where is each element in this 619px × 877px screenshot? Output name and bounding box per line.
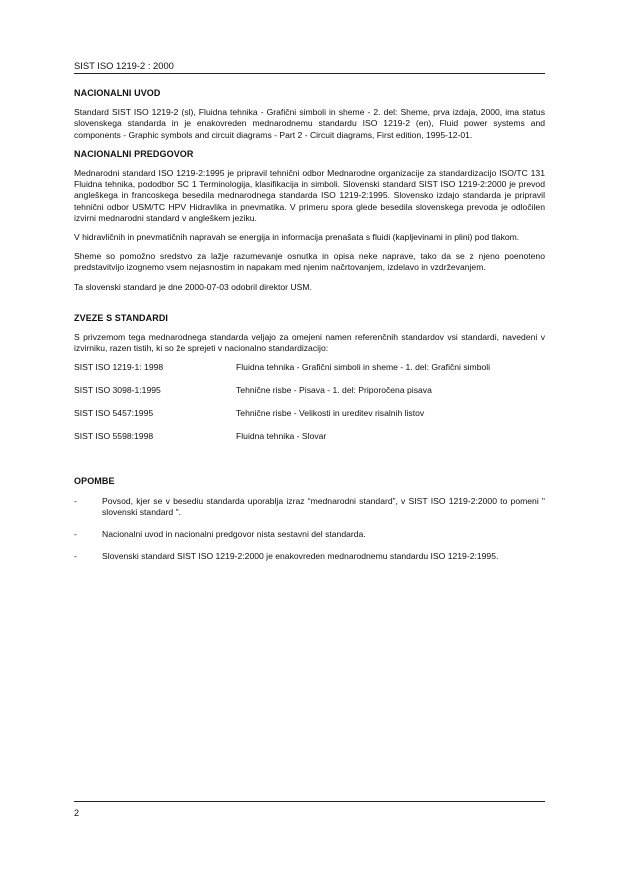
- paragraph: Ta slovenski standard je dne 2000-07-03 odobril direktor USM.: [74, 281, 312, 292]
- standard-code: SIST ISO 5457:1995: [74, 408, 154, 419]
- section-opombe: [74, 476, 545, 562]
- paragraph: Sheme so pomožno sredstvo za lažje razumevanje osnutka in opisa neke naprave, tako da se z njeno poenoteno predstavitvijo izognemo vsem nejasnostim in napakam med njenim načrtovanjem, izdelavo in vzdrževanjem.: [74, 251, 545, 273]
- note-text: Nacionalni uvod in nacionalni predgovor nista sestavni del standarda.: [102, 529, 366, 540]
- standard-row: [74, 408, 545, 431]
- notes-list: [74, 496, 545, 563]
- standard-title: Tehnične risbe - Pisava - 1. del: Priporočena pisava: [236, 385, 432, 396]
- note-text: Slovenski standard SIST ISO 1219-2:2000 je enakovreden mednarodnemu standardu ISO 1219-2:1995.: [102, 551, 499, 562]
- running-header: SIST ISO 1219-2 : 2000: [74, 60, 174, 71]
- section-heading: OPOMBE: [74, 476, 115, 487]
- standard-title: Fluidna tehnika - Slovar: [236, 431, 327, 442]
- standard-row: [74, 362, 545, 385]
- page-content: [74, 88, 545, 573]
- bullet-dash: -: [74, 495, 77, 506]
- standard-row: [74, 385, 545, 408]
- note-text: Povsod, kjer se v besediu standarda uporablja izraz “mednarodni standard”, v SIST ISO 1219-2:2000 to pomeni " slovenski standard ".: [102, 495, 545, 517]
- bullet-dash: -: [74, 551, 77, 562]
- page-number: 2: [74, 808, 80, 818]
- section-heading: NACIONALNI UVOD: [74, 88, 161, 98]
- standard-code: SIST ISO 3098-1:1995: [74, 385, 161, 396]
- section-heading: NACIONALNI PREDGOVOR: [74, 148, 194, 159]
- section-zveze-s-standardi: [74, 313, 545, 455]
- footer-rule: [74, 801, 545, 802]
- standards-list: [74, 362, 545, 454]
- standard-title: Fluidna tehnika - Grafični simboli in sheme - 1. del: Grafični simboli: [236, 362, 491, 373]
- section-nacionalni-uvod: [74, 88, 545, 141]
- standard-row: [74, 431, 545, 454]
- paragraph: V hidravličnih in pnevmatičnih napravah se energija in informacija prenašata s fluidi (kapljevinami in plini) pod tlakom.: [74, 232, 520, 243]
- paragraph: Mednarodni standard ISO 1219-2:1995 je pripravil tehnični odbor Mednarodne organizacije za standardizacijo ISO/TC 131 Fluidna tehnika, pododbor SC 1 Terminologija, klasifikacija in simboli. Slovenski standard SIST ISO 1219-2:2000 je prevod angleškega in francoskega besedila mednarodnega standarda ISO 1219-2:1995. Slovensko izdajo standarda je pripravil tehnični odbor USM/TC HPV Hidravlika in pnevmatika. V primeru spora glede besedila slovenskega prevoda je odločilen izvirni mednarodni standard v angleškem jeziku.: [74, 168, 545, 223]
- header-rule: [74, 73, 545, 74]
- list-item: [74, 496, 545, 518]
- section-nacionalni-predgovor: [74, 149, 545, 293]
- standard-title: Tehnične risbe - Velikosti in ureditev risalnih listov: [236, 408, 425, 419]
- list-item: [74, 529, 545, 540]
- paragraph: Standard SIST ISO 1219-2 (sl), Fluidna tehnika - Grafični simboli in sheme - 2. del: Sheme, prva izdaja, 2000, ima status slovenskega standarda in je enakovreden mednarodnemu standardu ISO 1219-2 (en), Fluid power systems and components - Graphic symbols and circuit diagrams - Part 2 - Circuit diagrams, First edition, 1995-12-01.: [74, 107, 545, 140]
- list-item: [74, 551, 545, 562]
- paragraph: S privzemom tega mednarodnega standarda veljajo za omejeni namen referenčnih standardov vsi standardi, navedeni v izvirniku, razen tistih, ki so že sprejeti v nacionalno standardizacijo:: [74, 332, 545, 354]
- standard-code: SIST ISO 1219-1: 1998: [74, 362, 164, 373]
- standard-code: SIST ISO 5598:1998: [74, 431, 154, 442]
- section-heading: ZVEZE S STANDARDI: [74, 312, 169, 323]
- bullet-dash: -: [74, 529, 77, 540]
